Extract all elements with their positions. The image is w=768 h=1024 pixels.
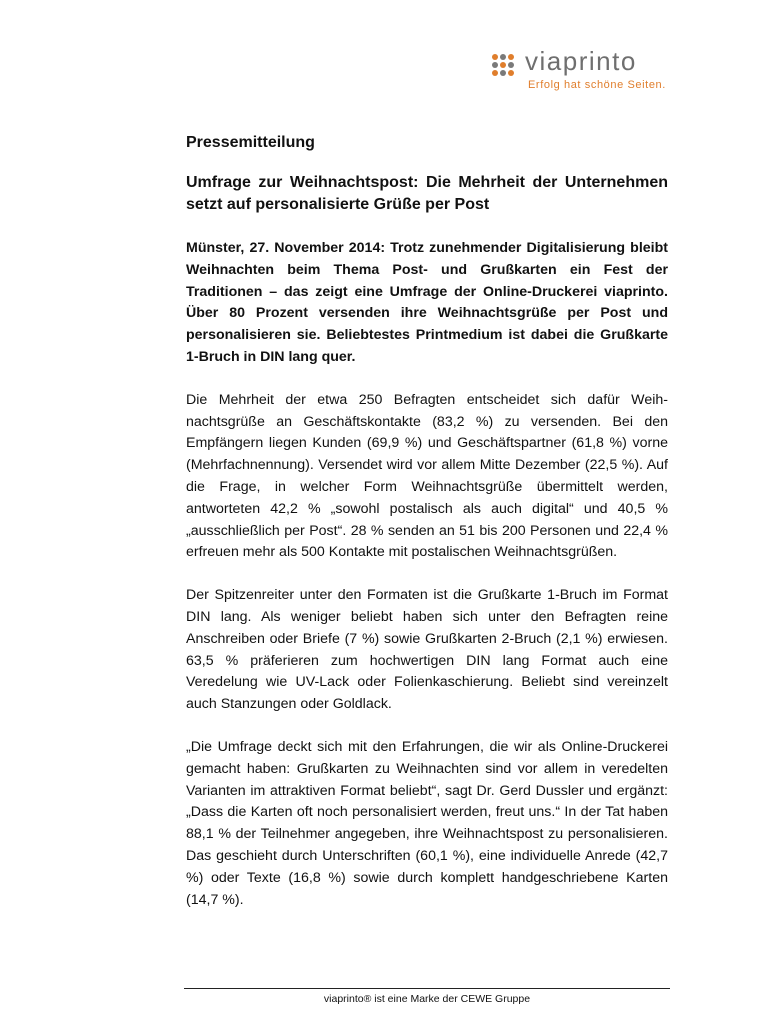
body-paragraph-1: Die Mehrheit der etwa 250 Befragten entscheidet sich dafür Weihnachtsgrüße an Geschäftskontakte (83,2 %) zu versenden. Bei den Empfängern liegen Kunden (69,9 %) und Geschäftspartner (61,8 %) vorne (Mehrfachnennung). Versendet wird vor allem Mitte Dezember (22,5 %). Auf die Frage, in welcher Form Weihnachtsgrüße übermittelt werden, antworteten 42,2 % „sowohl postalisch als auch digital“ und 40,5 % „ausschließlich per Post“. 28 % senden an 51 bis 200 Personen und 22,4 % erfreuen mehr als 500 Kontakte mit postalischen Weihnachtsgrüßen.	[186, 391, 668, 561]
lead-paragraph: Münster, 27. November 2014: Trotz zunehmender Digitalisierung bleibt Weihnachten beim Thema Post- und Grußkarten ein Fest der Traditionen – das zeigt eine Umfrage der Online-Druckerei viaprinto. Über 80 Prozent versenden ihre Weihnachtsgrüße per Post und personalisieren sie. Beliebtestes Printmedium ist dabei die Grußkarte 1-Bruch in DIN lang quer.	[186, 240, 668, 365]
press-release-body	[186, 132, 668, 911]
logo-wordmark: viaprinto	[525, 46, 637, 76]
body-paragraph-3: „Die Umfrage deckt sich mit den Erfahrungen, die wir als Online-Druckerei gemacht haben: Grußkarten zu Weihnachten sind vor allem in veredelten Varianten im attraktiven Format beliebt“, sagt Dr. Gerd Dussler und ergänzt: „Dass die Karten oft noch personalisiert werden, freut uns.“ In der Tat haben 88,1 % der Teilnehmer angegeben, ihre Weihnachtspost zu personalisieren. Das geschieht durch Unterschriften (60,1 %), eine individuelle Anrede (42,7 %) oder Texte (16,8 %) sowie durch komplett handgeschriebene Karten (14,7 %).	[186, 738, 668, 908]
footer-divider	[184, 988, 670, 989]
body-paragraph-2: Der Spitzenreiter unter den Formaten ist die Grußkarte 1-Bruch im Format DIN lang. Als weniger beliebt haben sich unter den Befragten reine Anschreiben oder Briefe (7 %) sowie Grußkarten 2-Bruch (2,1 %) erwiesen. 63,5 % präferieren zum hochwertigen DIN lang Format auch eine Veredelung wie UV-Lack oder Folienkaschierung. Beliebt sind vereinzelt auch Stanzungen oder Goldlack.	[186, 587, 668, 713]
viaprinto-logo	[492, 46, 692, 94]
document-label: Pressemitteilung	[186, 134, 315, 151]
document-title: Umfrage zur Weihnachtspost: Die Mehrheit der Unternehmen setzt auf personalisierte Grüße per Post	[186, 174, 668, 213]
footer-text: viaprinto® ist eine Marke der CEWE Gruppe	[323, 993, 531, 1005]
logo-dots-icon	[492, 54, 522, 78]
logo-tagline: Erfolg hat schöne Seiten.	[528, 79, 666, 91]
